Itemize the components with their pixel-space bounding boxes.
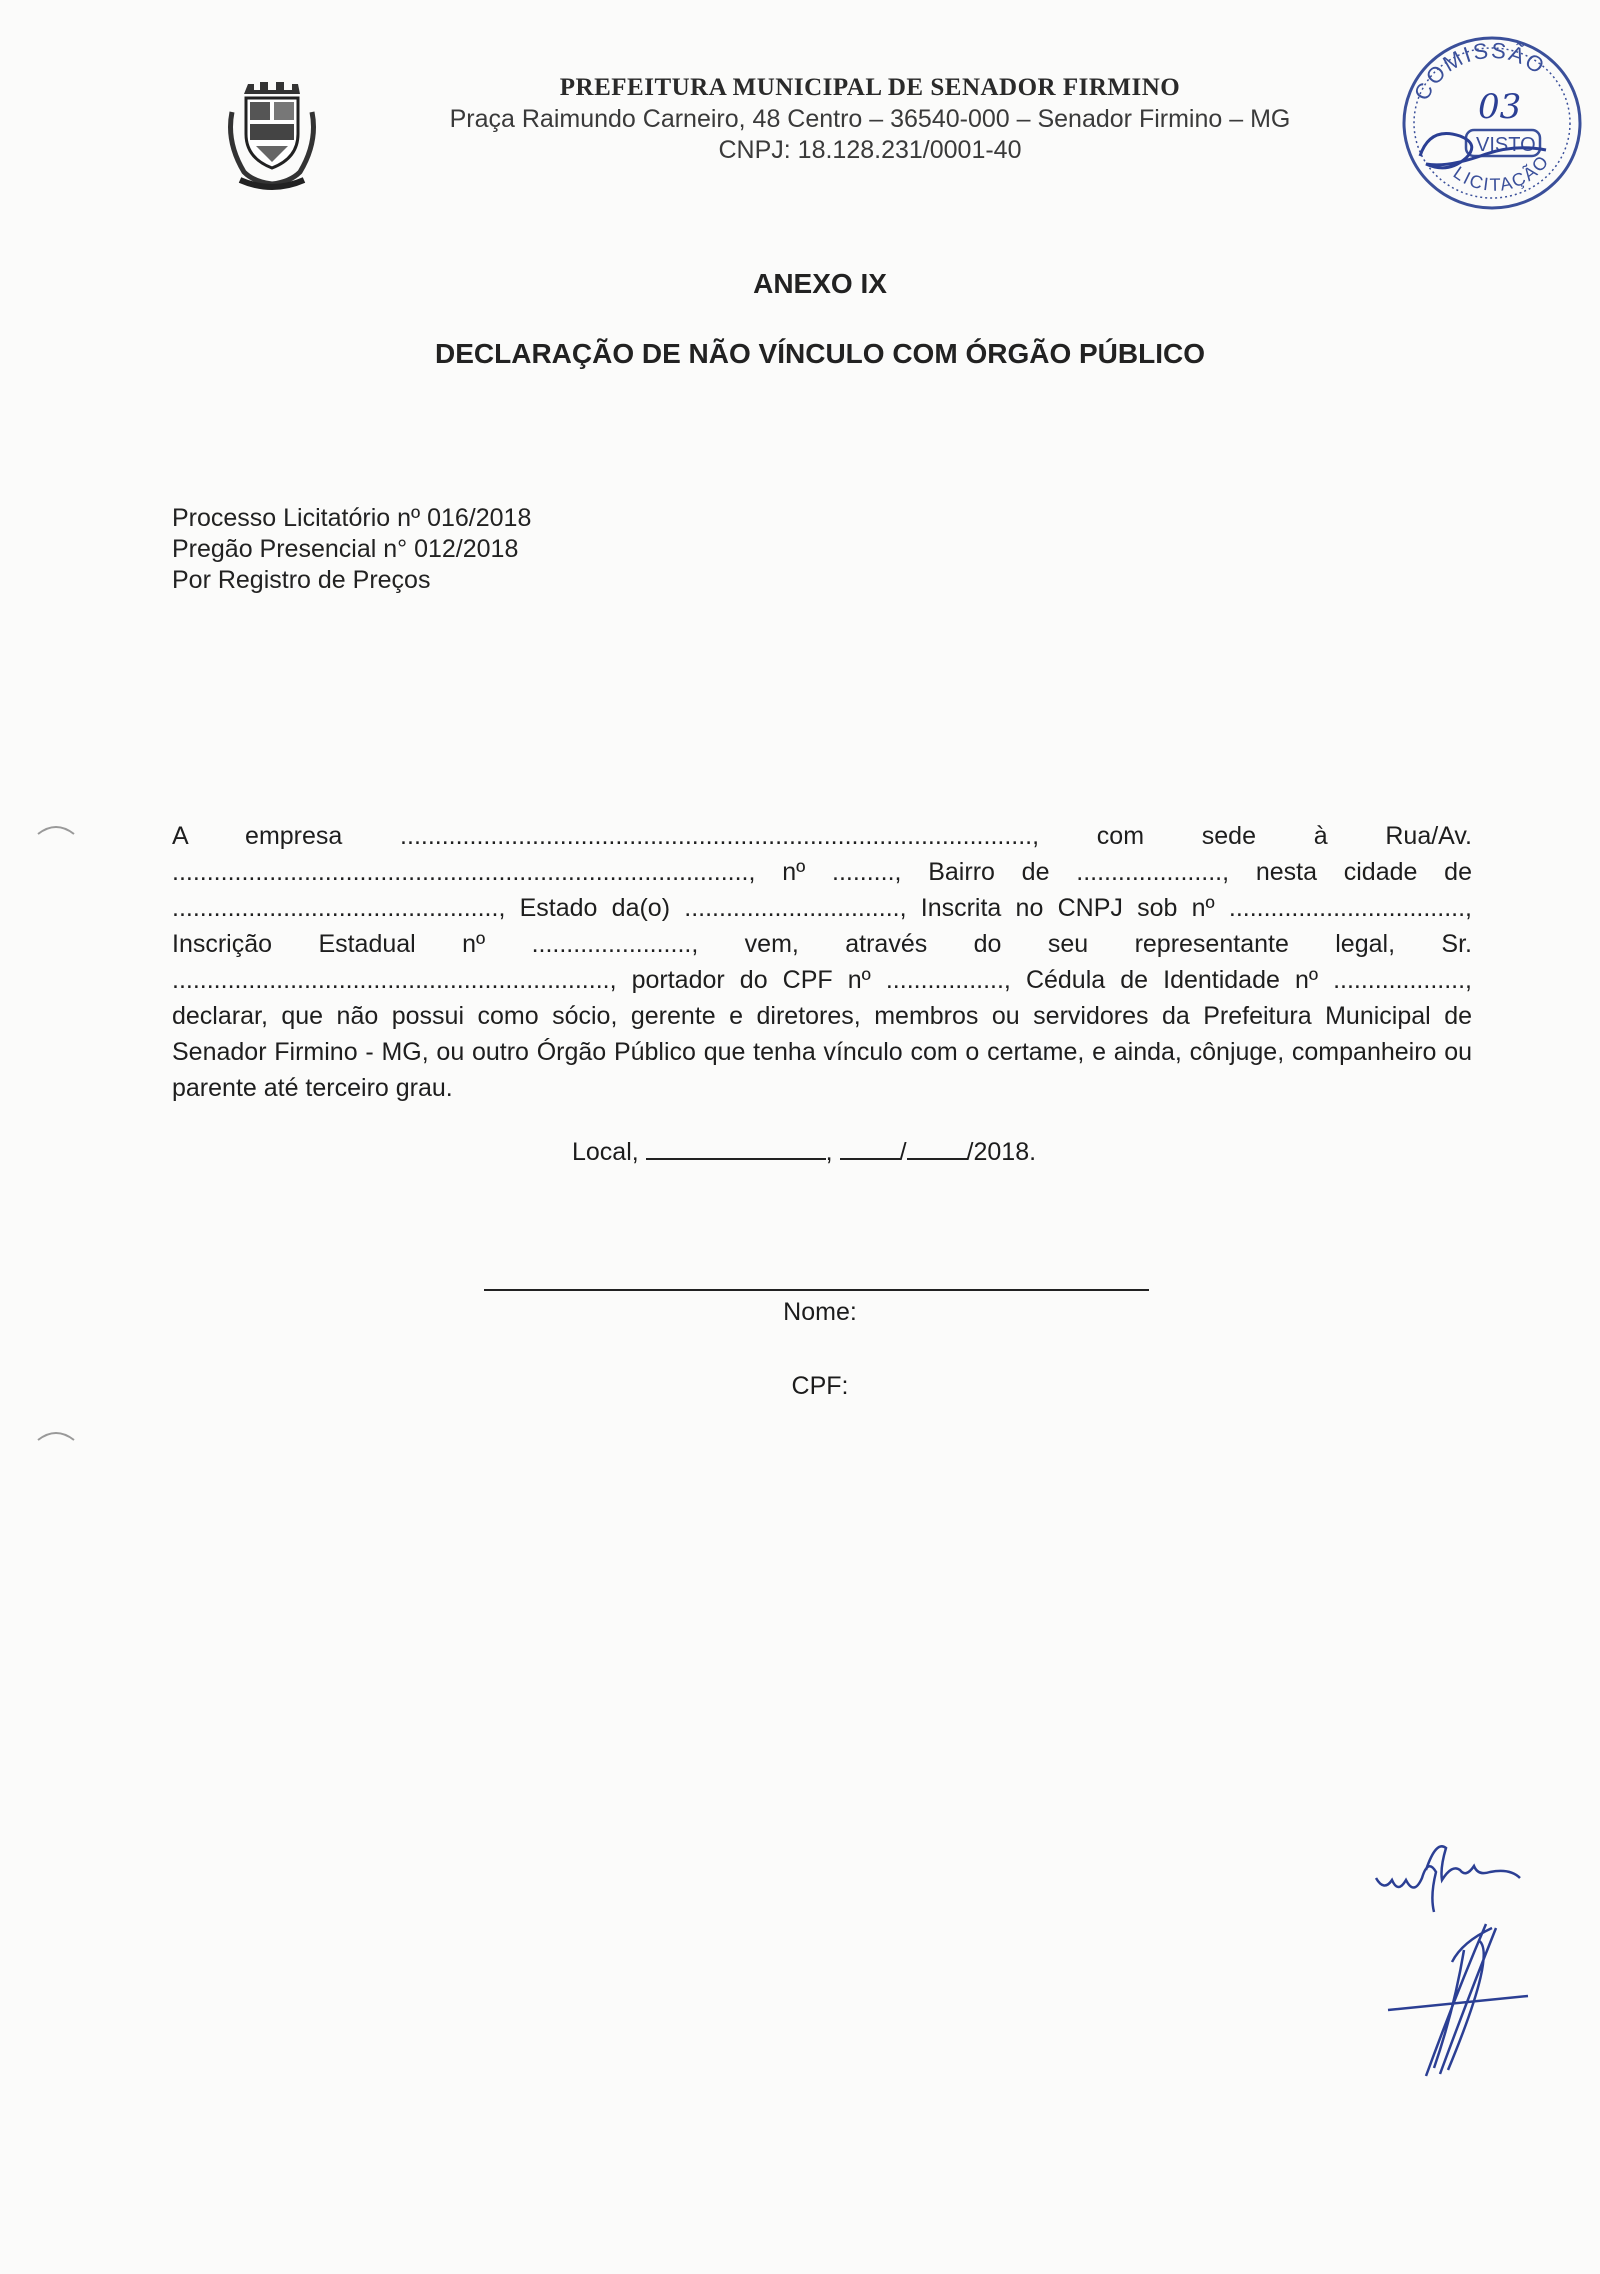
letterhead [370, 72, 1370, 166]
commission-stamp [1392, 28, 1592, 218]
municipality-cnpj: CNPJ: 18.128.231/0001-40 [718, 136, 1022, 164]
month-blank [907, 1136, 967, 1160]
annex-title: DECLARAÇÃO DE NÃO VÍNCULO COM ÓRGÃO PÚBLICO [435, 338, 1205, 369]
declaration-paragraph: A empresa ..........................................................................................., com sede à Rua/Av. ..................................................................................., nº ........., Bairro de ....................., nesta cidade de ..............................................., Estado da(o) ..............................., Inscrita no CNPJ sob nº .................................., Inscrição Estadual nº ......................., vem, através do seu representante legal, Sr. ..............................................................., portador do CPF nº ................., Cédula de Identidade nº ..................., declarar, que não possui como sócio, gerente e diretores, membros ou servidores da Prefeitura Municipal de Senador Firmino - MG, ou outro Órgão Público que tenha vínculo com o certame, e ainda, cônjuge, companheiro ou parente até terceiro grau. [172, 822, 1472, 1102]
day-blank [840, 1136, 900, 1160]
signature-name-label: Nome: [783, 1298, 857, 1326]
process-reference [172, 503, 531, 596]
place-blank [646, 1136, 826, 1160]
municipality-address: Praça Raimundo Carneiro, 48 Centro – 36540-000 – Senador Firmino – MG [449, 105, 1291, 133]
local-label: Local, [572, 1138, 639, 1166]
coat-of-arms-icon [222, 72, 322, 192]
margin-mark [36, 822, 76, 836]
signature-cpf-label: CPF: [791, 1372, 849, 1400]
annex-number: ANEXO IX [753, 268, 887, 299]
process-number: Processo Licitatório nº 016/2018 [172, 504, 532, 532]
place-date-line [572, 1136, 1036, 1167]
modality: Por Registro de Preços [172, 566, 431, 594]
year-text: /2018. [966, 1138, 1037, 1166]
date-slash: / [899, 1138, 907, 1166]
pregao-number: Pregão Presencial n° 012/2018 [172, 535, 519, 563]
handwritten-rubric [1368, 1840, 1568, 2100]
signature-line [484, 1289, 1149, 1291]
stamp-visto: VISTO [1476, 134, 1536, 156]
stamp-number: 03 [1478, 87, 1522, 127]
local-comma: , [825, 1138, 833, 1166]
stamp-top-text: COMISSÃO [1408, 37, 1551, 105]
municipality-title: PREFEITURA MUNICIPAL DE SENADOR FIRMINO [559, 74, 1181, 101]
margin-mark [36, 1428, 76, 1442]
stamp-bottom-text: LICITAÇÃO [1449, 150, 1554, 195]
